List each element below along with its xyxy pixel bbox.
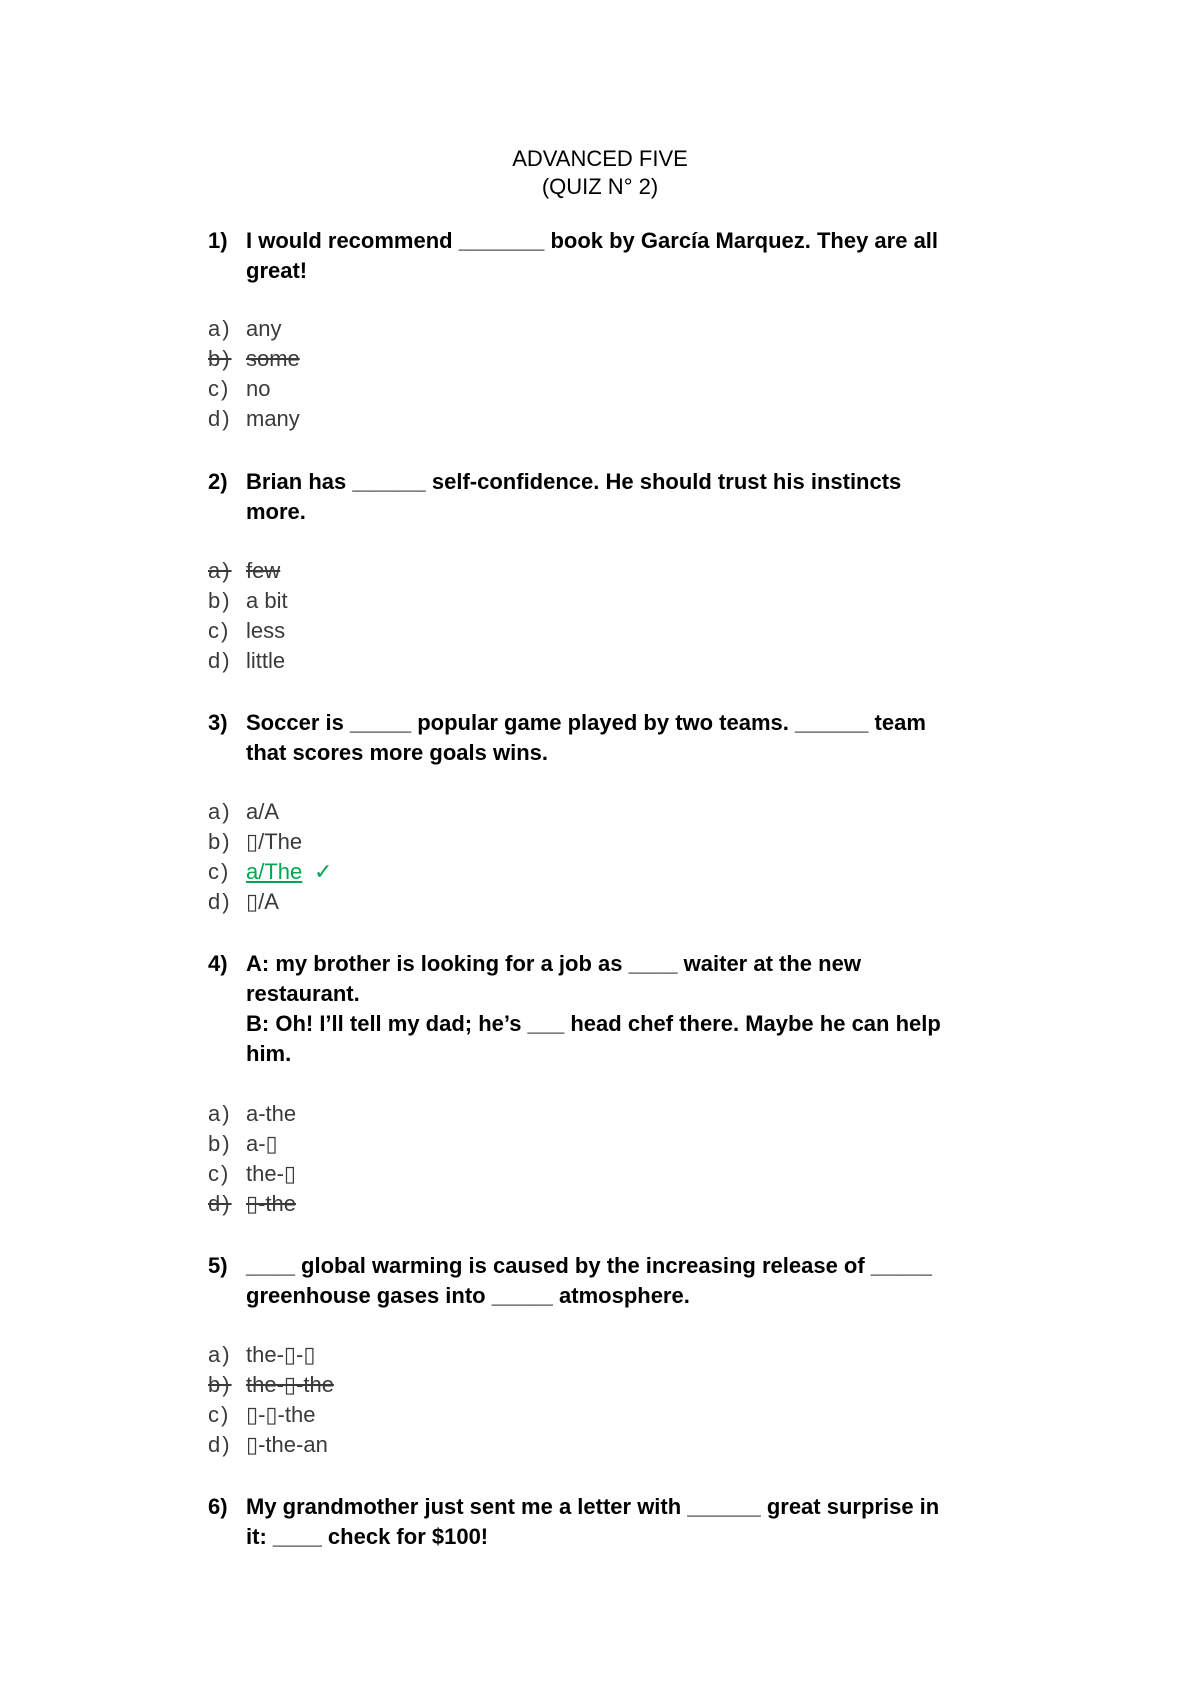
option-c[interactable] (208, 1400, 808, 1430)
option-letter: a) (208, 1101, 232, 1126)
option-text: the-▯-▯ (246, 1342, 316, 1367)
option-text: the-▯-the (246, 1372, 334, 1397)
options-5 (208, 1340, 808, 1460)
option-text: little (246, 648, 286, 673)
quiz-title: ADVANCED FIVE (512, 146, 688, 171)
option-a[interactable] (208, 556, 808, 586)
quiz-subtitle: (QUIZ N° 2) (541, 174, 659, 199)
question-number: 3) (208, 710, 228, 735)
question-6 (208, 1492, 1028, 1552)
question-4 (208, 949, 1028, 1069)
option-letter: c) (208, 1161, 231, 1186)
question-number: 1) (208, 228, 228, 253)
option-text: ▯-the (246, 1191, 297, 1216)
question-line: restaurant. (246, 981, 360, 1006)
question-line: it: ____ check for $100! (246, 1524, 489, 1549)
option-text: a/The (246, 859, 303, 884)
option-d[interactable] (208, 646, 808, 676)
option-text-correct (246, 857, 302, 887)
option-text: ▯/The (246, 829, 303, 854)
option-letter: b) (208, 346, 232, 371)
option-text: a/A (246, 799, 280, 824)
option-letter: c) (208, 1402, 231, 1427)
option-b[interactable] (208, 1129, 808, 1159)
option-c[interactable] (208, 374, 808, 404)
option-text: ▯-▯-the (246, 1402, 316, 1427)
question-line: My grandmother just sent me a letter with ______ great surprise in (246, 1494, 940, 1519)
options-3 (208, 797, 808, 917)
option-text: less (246, 618, 286, 643)
option-text: some (246, 346, 300, 371)
option-b[interactable] (208, 827, 808, 857)
option-text: a bit (246, 588, 288, 613)
option-a[interactable] (208, 797, 808, 827)
options-2 (208, 556, 808, 676)
option-text: ▯/A (246, 889, 279, 914)
question-line: him. (246, 1041, 292, 1066)
option-b[interactable] (208, 1370, 808, 1400)
option-letter: d) (208, 1432, 232, 1457)
option-text: the-▯ (246, 1161, 297, 1186)
option-text: no (246, 376, 271, 401)
option-text: ▯-the-an (246, 1432, 328, 1457)
checkmark-icon: ✓ (314, 859, 333, 884)
question-number: 5) (208, 1253, 228, 1278)
option-b[interactable] (208, 344, 808, 374)
option-letter: c) (208, 859, 231, 884)
options-4 (208, 1099, 808, 1219)
option-c[interactable] (208, 1159, 808, 1189)
question-2 (208, 467, 1028, 527)
question-line: great! (246, 258, 308, 283)
question-number: 4) (208, 951, 228, 976)
option-letter: b) (208, 829, 232, 854)
option-a[interactable] (208, 1099, 808, 1129)
question-line: B: Oh! I’ll tell my dad; he’s ___ head chef there. Maybe he can help (246, 1011, 941, 1036)
option-letter: d) (208, 1191, 232, 1216)
option-letter: c) (208, 618, 231, 643)
option-letter: a) (208, 1342, 232, 1367)
question-line: Soccer is _____ popular game played by two teams. ______ team (246, 710, 926, 735)
option-text: many (246, 406, 300, 431)
option-c[interactable] (208, 616, 808, 646)
option-letter: b) (208, 1131, 232, 1156)
question-line: ____ global warming is caused by the increasing release of _____ (246, 1253, 932, 1278)
question-line: Brian has ______ self-confidence. He should trust his instincts (246, 469, 902, 494)
question-text (246, 708, 1028, 768)
option-text: a-▯ (246, 1131, 278, 1156)
question-3 (208, 708, 1028, 768)
question-line: that scores more goals wins. (246, 740, 548, 765)
question-5 (208, 1251, 1028, 1311)
options-1 (208, 314, 808, 434)
option-letter: a) (208, 316, 232, 341)
option-d[interactable] (208, 1189, 808, 1219)
question-number: 2) (208, 469, 228, 494)
option-a[interactable] (208, 1340, 808, 1370)
option-text: any (246, 316, 282, 341)
question-text (246, 1251, 1028, 1311)
option-letter: b) (208, 1372, 232, 1397)
option-b[interactable] (208, 586, 808, 616)
option-letter: c) (208, 376, 231, 401)
question-text (246, 467, 1028, 527)
question-text (246, 1492, 1028, 1552)
option-d[interactable] (208, 404, 808, 434)
option-letter: b) (208, 588, 232, 613)
option-letter: a) (208, 799, 232, 824)
option-letter: d) (208, 889, 232, 914)
option-text: a-the (246, 1101, 297, 1126)
option-a[interactable] (208, 314, 808, 344)
option-letter: d) (208, 406, 232, 431)
question-1 (208, 226, 1028, 286)
question-text (246, 226, 1028, 286)
question-line: more. (246, 499, 306, 524)
question-number: 6) (208, 1494, 228, 1519)
option-text: few (246, 558, 281, 583)
option-letter: a) (208, 558, 232, 583)
option-d[interactable] (208, 887, 808, 917)
option-letter: d) (208, 648, 232, 673)
question-line: A: my brother is looking for a job as ____ waiter at the new (246, 951, 861, 976)
question-line: I would recommend _______ book by García Marquez. They are all (246, 228, 939, 253)
question-text (246, 949, 1028, 1069)
question-line: greenhouse gases into _____ atmosphere. (246, 1283, 690, 1308)
option-c[interactable] (208, 857, 808, 887)
option-d[interactable] (208, 1430, 808, 1460)
